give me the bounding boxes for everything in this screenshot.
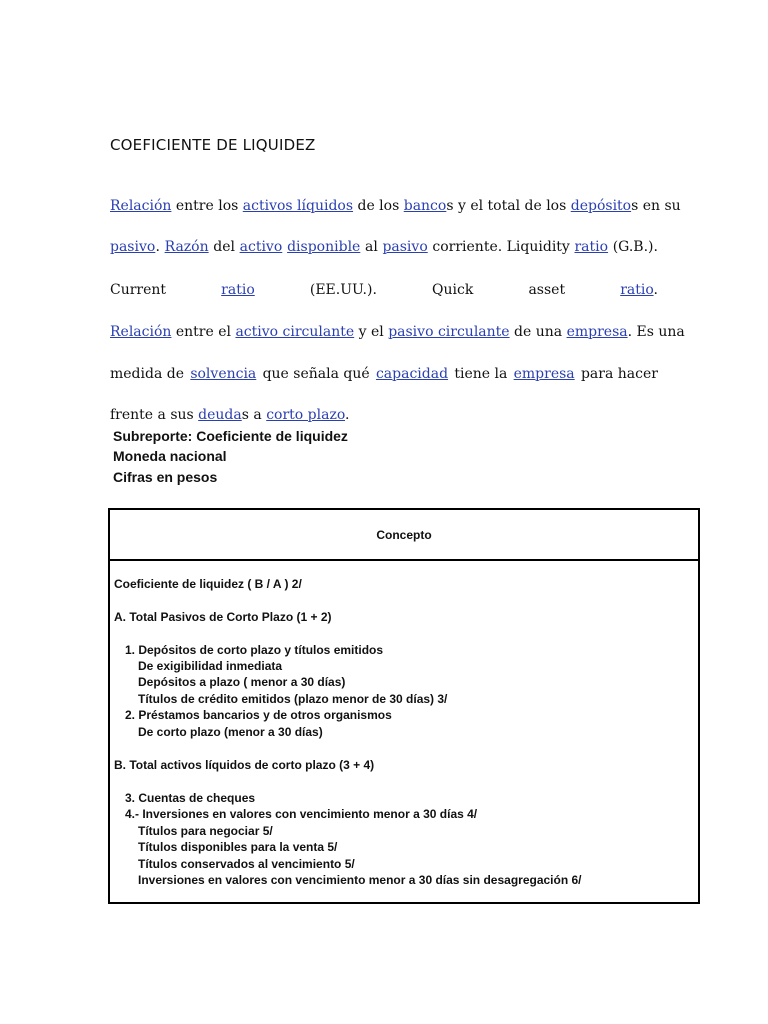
liquidity-table — [108, 508, 700, 904]
paragraph-text: y el — [354, 324, 389, 340]
link-ratio[interactable]: ratio — [221, 282, 255, 298]
paragraph-line-1 — [110, 196, 681, 216]
paragraph-text: . — [155, 239, 165, 255]
term-link[interactable]: solvencia — [190, 366, 257, 382]
page-title: COEFICIENTE DE LIQUIDEZ — [110, 136, 316, 154]
word-quick: Quick — [432, 282, 474, 298]
paragraph-text: medida de — [110, 366, 189, 382]
paragraph-line-5 — [110, 364, 658, 384]
table-row: De corto plazo (menor a 30 días) — [138, 725, 323, 739]
term-link[interactable]: activos líquidos — [242, 198, 354, 214]
units-label: Cifras en pesos — [113, 469, 218, 485]
paragraph-text: para hacer — [576, 366, 658, 382]
paragraph-text: tiene la — [449, 366, 512, 382]
term-link[interactable]: Relación — [110, 198, 172, 214]
paragraph-text: entre el — [171, 324, 236, 340]
table-row: 4.- Inversiones en valores con vencimiento menor a 30 días 4/ — [125, 807, 478, 821]
table-row: Títulos para negociar 5/ — [138, 824, 273, 838]
table-row: Depósitos a plazo ( menor a 30 días) — [138, 675, 346, 689]
paragraph-text: de una — [509, 324, 567, 340]
paragraph-line-6 — [110, 405, 658, 425]
table-row: De exigibilidad inmediata — [138, 659, 283, 673]
table-row: Inversiones en valores con vencimiento menor a 30 días sin desagregación 6/ — [138, 873, 582, 887]
paragraph-text: . — [345, 407, 350, 423]
paragraph-text: (G.B.). — [608, 239, 658, 255]
subreport-title: Subreporte: Coeficiente de liquidez — [113, 428, 348, 444]
paragraph-text: s y el total de los — [446, 198, 571, 214]
table-row: Títulos de crédito emitidos (plazo menor de 30 días) 3/ — [138, 692, 448, 706]
paragraph-text: frente a sus — [110, 407, 199, 423]
definition-paragraph — [110, 196, 685, 428]
paragraph-text: del — [208, 239, 240, 255]
table-row: Coeficiente de liquidez ( B / A ) 2/ — [114, 577, 302, 591]
currency-label: Moneda nacional — [113, 448, 227, 464]
term-link[interactable]: pasivo — [110, 239, 156, 255]
term-link[interactable]: corto plazo — [266, 407, 345, 423]
term-link[interactable]: capacidad — [375, 366, 449, 382]
link-ratio-2[interactable]: ratio — [620, 282, 654, 298]
paragraph-text: entre los — [171, 198, 243, 214]
link-ratio-end[interactable]: ratio. — [620, 282, 658, 298]
term-link[interactable]: activo circulante — [235, 324, 355, 340]
term-link[interactable]: activo — [239, 239, 283, 255]
paragraph-text: s a — [241, 407, 267, 423]
term-link[interactable]: pasivo circulante — [388, 324, 510, 340]
table-row: 2. Préstamos bancarios y de otros organismos — [125, 708, 392, 722]
term-link[interactable]: pasivo — [382, 239, 428, 255]
term-link[interactable]: Razón — [164, 239, 209, 255]
paragraph-line-4 — [110, 322, 685, 342]
paragraph-line-3 — [110, 280, 658, 300]
paragraph-text: que señala qué — [258, 366, 375, 382]
term-link[interactable]: empresa — [566, 324, 628, 340]
term-link[interactable]: depósito — [570, 198, 632, 214]
paragraph-text: corriente. Liquidity — [427, 239, 575, 255]
table-row: Títulos disponibles para la venta 5/ — [138, 840, 338, 854]
table-row: 1. Depósitos de corto plazo y títulos emitidos — [125, 643, 384, 657]
paragraph-text: . Es una — [627, 324, 685, 340]
word-current: Current — [110, 282, 167, 298]
paragraph-line-2 — [110, 237, 658, 257]
term-link[interactable]: Relación — [110, 324, 172, 340]
paragraph-text: de los — [353, 198, 404, 214]
word-asset: asset — [528, 282, 566, 298]
term-link[interactable]: banco — [403, 198, 447, 214]
table-header: Concepto — [110, 510, 698, 561]
term-link[interactable]: empresa — [513, 366, 575, 382]
table-row: Títulos conservados al vencimiento 5/ — [138, 857, 355, 871]
word-eeuu: (EE.UU.). — [309, 282, 377, 298]
table-row: 3. Cuentas de cheques — [125, 791, 256, 805]
paragraph-text: al — [360, 239, 383, 255]
term-link[interactable]: deuda — [198, 407, 242, 423]
term-link[interactable]: ratio — [574, 239, 609, 255]
paragraph-text: s en su — [631, 198, 681, 214]
term-link[interactable]: disponible — [287, 239, 361, 255]
table-row: B. Total activos líquidos de corto plazo (3 + 4) — [114, 758, 375, 772]
table-row: A. Total Pasivos de Corto Plazo (1 + 2) — [114, 610, 332, 624]
